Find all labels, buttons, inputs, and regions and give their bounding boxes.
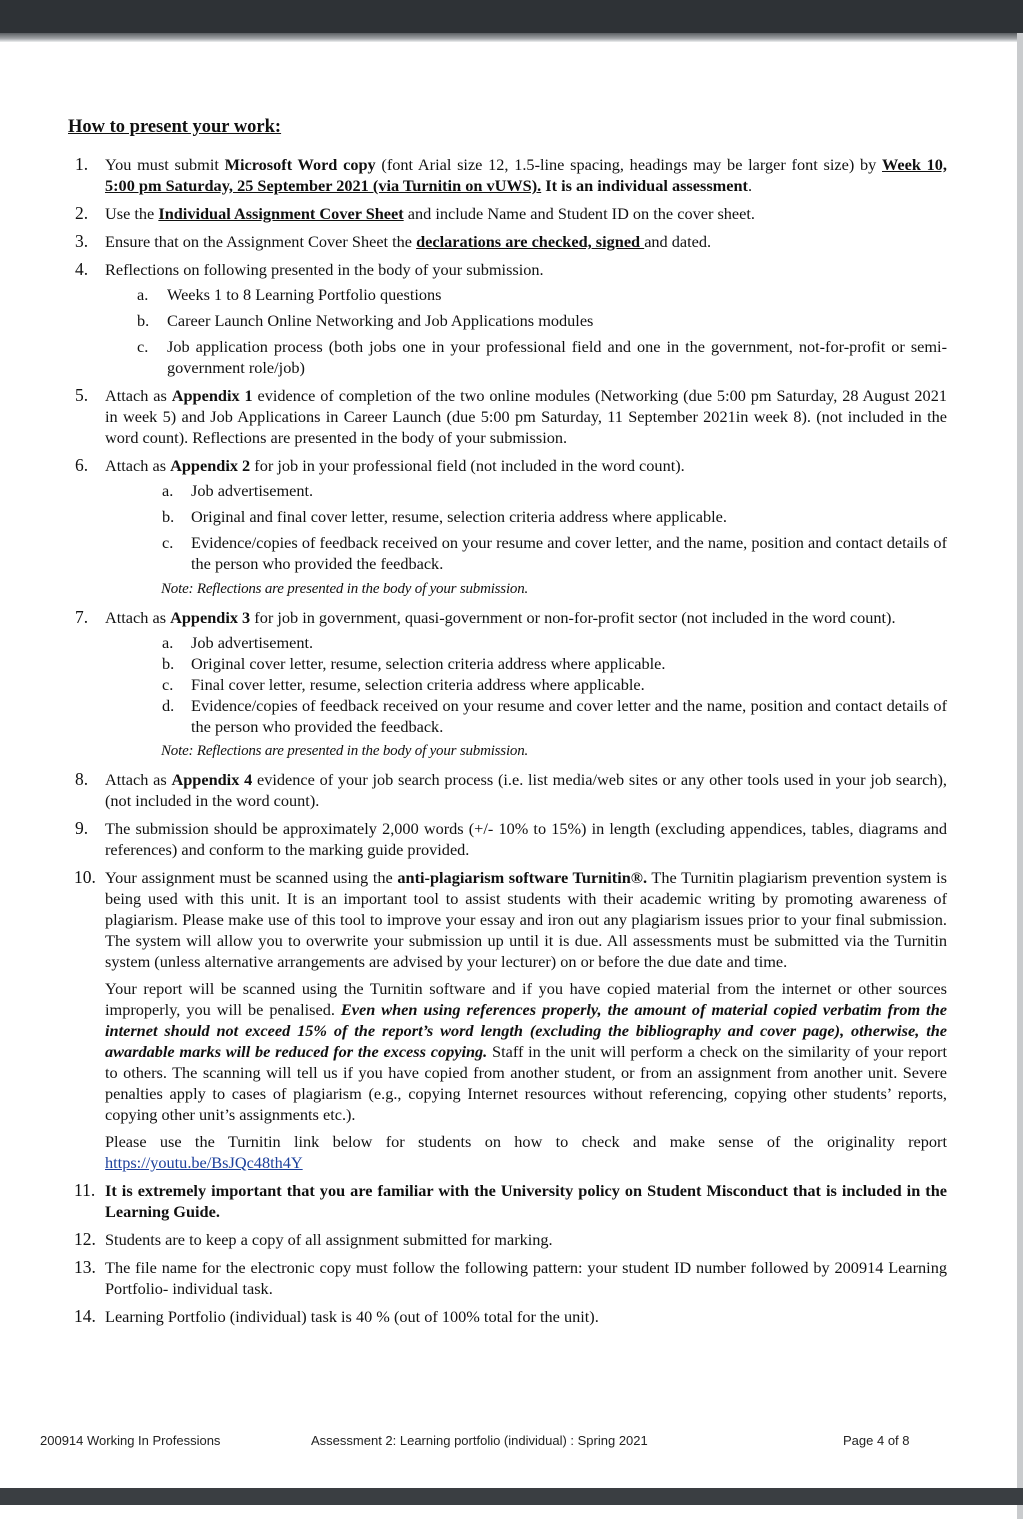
- footer-assessment: Assessment 2: Learning portfolio (individual) : Spring 2021: [311, 1433, 648, 1448]
- sub-item: a. Weeks 1 to 8 Learning Portfolio questions: [137, 285, 442, 304]
- cover-sheet-reference: Individual Assignment Cover Sheet: [158, 204, 404, 223]
- viewer-top-shadow: [0, 33, 1023, 42]
- list-item-10: 10. Your assignment must be scanned using the anti-plagiarism software Turnitin®. The Turnitin plagiarism prevention system is being used with this unit. It is an important tool to assist students with their academic writing by promoting awareness of plagiarism. Please make use of this tool to improve your essay and iron out any plagiarism issues prior to your final submission. The system will allow you to overwrite your submission up until it is due. All assessments must be submitted via the Turnitin system (unless alternative arrangements are advised by your lecturer) on or before the due date and time. Your report will be scanned using the Turnitin software and if you have copied material from the internet or other sources improperly, you will be penalised. Even when using references properly, the amount of material copied verbatim from the internet should not exceed 15% of the report’s word length (excluding the bibliography and cover page), otherwise, the awardable marks will be reduced for the excess copying. Staff in the unit will perform a check on the similarity of your report to others. The scanning will tell us if you have copied from another student, or from an assignment from another unit. Severe penalties apply to cases of plagiarism (e.g., copying Internet resources without referencing, copying other students’ reports, copying other unit’s assignments etc.). Please use the Turnitin link below for students on how to check and make sense of the originality report https://youtu.be/BsJQc48th4Y: [74, 867, 947, 1172]
- item-number: 4.: [75, 259, 89, 279]
- viewer-top-bar: [0, 0, 1023, 33]
- item-number: 3.: [75, 231, 89, 251]
- sub-item: c. Job application process (both jobs one in your professional field and one in the government, not-for-profit or semi-government role/job): [137, 337, 947, 377]
- list-item-4: 4. Reflections on following presented in the body of your submission. a. Weeks 1 to 8 Learning Portfolio questions b. Career Launch Online Networking and Job Applications modules c. Job application process (both jobs one in your professional field and one in the government, not-for-profit or semi-government role/job): [75, 259, 947, 377]
- sub-item: d. Evidence/copies of feedback received on your resume and cover letter and the name, position and contact details of the person who provided the feedback.: [162, 696, 947, 736]
- list-item-3: 3. Ensure that on the Assignment Cover Sheet the declarations are checked, signed and dated.: [75, 231, 712, 251]
- list-item-8: 8. Attach as Appendix 4 evidence of your job search process (i.e. list media/web sites or any other tools used in your job search), (not included in the word count).: [75, 769, 947, 810]
- due-date: Week 10, 5:00 pm Saturday, 25 September 2021 (via Turnitin on vUWS).: [105, 155, 947, 195]
- list-item-1: 1. You must submit Microsoft Word copy (font Arial size 12, 1.5-line spacing, headings may be larger font size) by Week 10, 5:00 pm Saturday, 25 September 2021 (via Turnitin on vUWS). It is an individual assessment.: [75, 154, 947, 195]
- item-number: 12.: [74, 1229, 96, 1249]
- sub-item: c. Final cover letter, resume, selection criteria address where applicable.: [162, 675, 645, 694]
- footer-unit: 200914 Working In Professions: [40, 1433, 221, 1448]
- section-heading: How to present your work:: [68, 117, 282, 137]
- instructions-list: [0, 154, 1017, 1334]
- page-edge: [1017, 33, 1023, 1488]
- item-number: 9.: [75, 818, 89, 838]
- item-number: 7.: [75, 607, 89, 627]
- list-item-9: 9. The submission should be approximately 2,000 words (+/- 10% to 15%) in length (excluding appendices, tables, diagrams and references) and conform to the marking guide provided.: [75, 818, 947, 859]
- document-page: [0, 42, 1017, 1488]
- sub-item: b. Original cover letter, resume, selection criteria address where applicable.: [162, 654, 666, 673]
- sub-item: a. Job advertisement.: [162, 633, 314, 652]
- item-number: 6.: [75, 455, 89, 475]
- sub-item: c. Evidence/copies of feedback received on your resume and cover letter, and the name, position and contact details of the person who provided the feedback.: [162, 533, 947, 573]
- item-number: 14.: [74, 1306, 96, 1326]
- item-number: 2.: [75, 203, 89, 223]
- item-number: 13.: [74, 1257, 96, 1277]
- item-number: 1.: [75, 154, 89, 174]
- list-item-14: 14. Learning Portfolio (individual) task is 40 % (out of 100% total for the unit).: [74, 1306, 599, 1326]
- sub-list: [105, 632, 947, 737]
- sub-list: [105, 284, 947, 378]
- list-item-12: 12. Students are to keep a copy of all assignment submitted for marking.: [74, 1229, 553, 1249]
- plagiarism-warning: Even when using references properly, the amount of material copied verbatim from the internet should not exceed 15% of the report’s word length (excluding the bibliography and cover page), otherwise, the awardable marks will be reduced for the excess copying.: [105, 1000, 947, 1061]
- item-number: 10.: [74, 867, 96, 887]
- item-number: 5.: [75, 385, 89, 405]
- sub-item: a. Job advertisement.: [162, 481, 314, 500]
- page-gap-bar: [0, 1488, 1023, 1505]
- turnitin-video-link[interactable]: https://youtu.be/BsJQc48th4Y: [105, 1153, 303, 1172]
- next-page-edge: [0, 1505, 1023, 1519]
- list-item-2: 2. Use the Individual Assignment Cover Sheet and include Name and Student ID on the cover sheet.: [75, 203, 755, 223]
- list-item-7: 7. Attach as Appendix 3 for job in government, quasi-government or non-for-profit sector (not included in the word count). a. Job advertisement. b. Original cover letter, resume, selection criteria address where applicable. c. Final cover letter, resume, selection criteria address where applicable. d. Evidence/copies of feedback received on your resume and cover letter and the name, position and contact details of the person who provided the feedback. Note: Reflections are presented in the body of your submission.: [0, 607, 1017, 762]
- note-text: Note: Reflections are presented in the body of your submission.: [161, 743, 529, 759]
- item-number: 8.: [75, 769, 89, 789]
- footer-page-number: Page 4 of 8: [843, 1433, 910, 1448]
- list-item-6: 6. Attach as Appendix 2 for job in your professional field (not included in the word count). a. Job advertisement. b. Original and final cover letter, resume, selection criteria address where applicable. c. Evidence/copies of feedback received on your resume and cover letter, and the name, position and contact details of the person who provided the feedback. Note: Reflections are presented in the body of your submission.: [0, 455, 1017, 600]
- sub-item: b. Career Launch Online Networking and Job Applications modules: [137, 311, 594, 330]
- note-text: Note: Reflections are presented in the body of your submission.: [161, 581, 529, 597]
- sub-item: b. Original and final cover letter, resume, selection criteria address where applicable.: [162, 507, 727, 526]
- list-item-5: 5. Attach as Appendix 1 evidence of completion of the two online modules (Networking (due 5:00 pm Saturday, 28 August 2021 in week 5) and Job Applications in Career Launch (due 5:00 pm Saturday, 11 September 2021in week 8). (not included in the word count). Reflections are presented in the body of your submission.: [75, 385, 947, 447]
- list-item-11: 11. It is extremely important that you are familiar with the University policy on Student Misconduct that is included in the Learning Guide.: [74, 1180, 947, 1221]
- sub-list: [105, 480, 947, 574]
- list-item-13: 13. The file name for the electronic copy must follow the following pattern: your student ID number followed by 200914 Learning Portfolio- individual task.: [74, 1257, 947, 1298]
- item-number: 11.: [74, 1180, 96, 1200]
